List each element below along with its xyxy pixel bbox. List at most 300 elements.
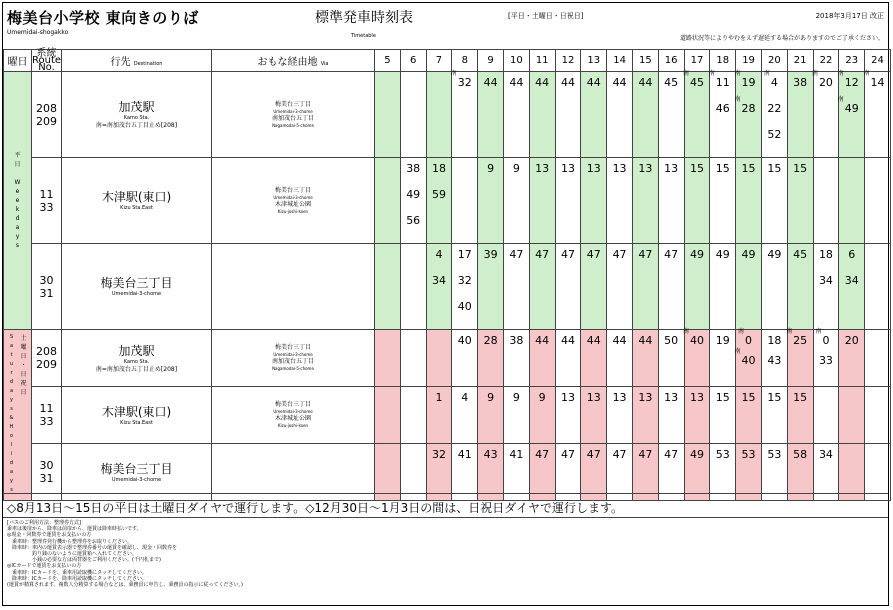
- hour-header: 22: [813, 50, 839, 72]
- departure-minute: [535, 76, 549, 102]
- destination: [62, 387, 212, 444]
- hour-cell: [632, 72, 658, 158]
- departure-minute: [561, 391, 575, 411]
- departure-minute: [708, 70, 730, 102]
- departure-minute-value: 46: [715, 102, 730, 115]
- hour-cell: [529, 330, 555, 387]
- hour-cell: [503, 72, 529, 158]
- departure-minute-value: 9: [512, 162, 520, 175]
- departure-minute-value: 32: [431, 448, 446, 461]
- departure-list: [659, 158, 684, 188]
- route-row: [4, 72, 891, 158]
- short-turn-mark: 南: [734, 70, 741, 77]
- route-number: [32, 244, 62, 330]
- hour-cell: [761, 244, 787, 330]
- departure-minute: [561, 334, 575, 354]
- departure-minute: [767, 334, 781, 354]
- route-number: [32, 387, 62, 444]
- hour-cell: [400, 158, 426, 244]
- departure-list: [788, 158, 813, 188]
- day-label-char: &: [9, 415, 14, 421]
- departure-minute: [664, 448, 678, 468]
- departure-list: [556, 72, 581, 102]
- day-label-char: o: [9, 433, 14, 439]
- hour-cell: [452, 330, 478, 387]
- route-number-value: 11: [39, 187, 54, 201]
- departure-list: [452, 72, 477, 102]
- departure-list: [556, 158, 581, 188]
- hour-cell: [684, 158, 710, 244]
- departure-minute-value: 32: [457, 76, 472, 89]
- hour-cell: [478, 158, 504, 244]
- hour-cell: [710, 387, 736, 444]
- departure-minute-value: 43: [767, 354, 782, 367]
- hour-cell: [581, 330, 607, 387]
- hour-cell: [865, 244, 891, 330]
- departure-minute-value: 22: [767, 102, 782, 115]
- departure-minute: [406, 188, 420, 214]
- departure-minute-value: 47: [612, 248, 627, 261]
- departure-minute-value: 49: [689, 248, 704, 261]
- hour-cell: [710, 444, 736, 501]
- departure-list: [633, 158, 658, 188]
- destination-note: 南=南加茂台五丁目止め[208]: [95, 122, 178, 129]
- departure-minute: [664, 334, 678, 354]
- hour-cell: [426, 244, 452, 330]
- departure-minute: [539, 391, 546, 411]
- day-label-char: d: [15, 215, 20, 222]
- departure-minute: [432, 448, 446, 468]
- departure-minute-value: 47: [535, 248, 550, 261]
- day-label-char: u: [9, 361, 14, 367]
- departure-minute: [461, 391, 468, 411]
- fare-info-line: 乗車時：ICカードを、乗車用読取機にタッチしてください。: [7, 569, 147, 576]
- via-stop-en: Nagamodai-5-chome: [272, 122, 314, 128]
- departure-minute-value: 13: [612, 162, 627, 175]
- departure-minute-value: 20: [818, 76, 833, 89]
- departure-minute-value: 58: [793, 448, 808, 461]
- departure-minute: [742, 391, 756, 411]
- departure-list: [682, 328, 710, 354]
- hour-cell: [529, 244, 555, 330]
- route-number-value: 208: [36, 345, 57, 358]
- stop-name: 梅美台小学校 東向きのりば: [7, 9, 199, 27]
- departure-list: [581, 387, 606, 411]
- departure-list: [762, 158, 787, 188]
- departure-minute: [742, 248, 756, 274]
- hour-cell: [736, 387, 762, 444]
- departure-minute: [767, 248, 781, 274]
- departure-minute: [509, 248, 523, 274]
- departure-minute-value: 45: [664, 76, 679, 89]
- departure-list: [401, 158, 426, 240]
- departure-minute: [638, 76, 652, 102]
- hour-cell: [529, 387, 555, 444]
- hour-cell: [478, 387, 504, 444]
- hour-cell: [865, 72, 891, 158]
- departure-minute-value: 13: [689, 391, 704, 404]
- hour-cell: [607, 387, 633, 444]
- departure-minute-value: 47: [612, 448, 627, 461]
- departure-list: [633, 387, 658, 411]
- day-label-char: W: [14, 179, 21, 186]
- departure-list: [452, 387, 477, 411]
- fare-info-line: 降車時：ICカードを、降車用読取機にタッチしてください。: [7, 575, 147, 582]
- hour-cell: [761, 444, 787, 501]
- route-row: [4, 244, 891, 330]
- departure-list: [788, 244, 813, 274]
- departure-list: [556, 444, 581, 468]
- departure-list: [633, 244, 658, 274]
- departure-minute: [819, 248, 833, 274]
- departure-minute: [513, 391, 520, 411]
- day-label-char: 日: [20, 353, 27, 360]
- departure-list: [581, 330, 606, 354]
- departure-list: [556, 244, 581, 274]
- departure-minute-value: 32: [457, 274, 472, 287]
- departure-minute-value: 40: [689, 334, 704, 347]
- via-stop-en: Kizu-joshi-koen: [277, 423, 309, 428]
- departure-minute: [664, 76, 678, 102]
- short-turn-mark: 南: [734, 348, 741, 355]
- departure-list: [736, 72, 761, 128]
- route-number-value: 208: [36, 101, 57, 115]
- departure-minute-value: 13: [638, 162, 653, 175]
- hour-cell: [813, 387, 839, 444]
- departure-minute-value: 9: [538, 391, 546, 404]
- departure-list: [427, 444, 452, 468]
- departure-minute: [793, 162, 807, 188]
- departure-minute-value: 4: [770, 76, 778, 89]
- departure-list: [710, 244, 735, 274]
- departure-list: [581, 72, 606, 102]
- hour-cell: [426, 72, 452, 158]
- hour-header: 5: [375, 50, 401, 72]
- departure-minute: [716, 334, 730, 354]
- departure-list: [530, 72, 555, 102]
- hour-header: 8: [452, 50, 478, 72]
- departure-list: [556, 387, 581, 411]
- hour-header: 6: [400, 50, 426, 72]
- departure-minute-value: 47: [664, 448, 679, 461]
- hour-header: 19: [736, 50, 762, 72]
- departure-minute: [458, 274, 472, 300]
- departure-list: [762, 244, 787, 274]
- day-label-char: t: [10, 352, 13, 358]
- departure-list: [530, 330, 555, 354]
- departure-list: [788, 444, 813, 468]
- departure-minute-value: 44: [509, 76, 524, 89]
- hour-cell: [813, 330, 839, 387]
- hour-header: 15: [632, 50, 658, 72]
- departure-list: [504, 387, 529, 411]
- route-number-value: 33: [39, 200, 54, 214]
- hour-cell: [426, 444, 452, 501]
- hour-cell: [813, 158, 839, 244]
- header-row: [4, 50, 891, 72]
- hour-cell: [400, 330, 426, 387]
- destination-jp: 木津駅(東口): [101, 190, 172, 204]
- via-stop-en: Nagamodai-5-chome: [272, 366, 314, 371]
- via-stop-jp: 木津城址公園: [274, 415, 311, 422]
- departure-minute: [716, 448, 730, 468]
- hour-header: 12: [555, 50, 581, 72]
- via-stop-en: Umemidai-3-chome: [273, 108, 313, 114]
- hour-cell: [529, 158, 555, 244]
- departure-list: [685, 444, 710, 468]
- hour-cell: [865, 444, 891, 501]
- delay-notice: 道路状況等によりやむをえず遅延する場合がありますのでご了承ください。: [679, 35, 884, 42]
- hour-cell: [452, 244, 478, 330]
- departure-minute-value: 13: [560, 162, 575, 175]
- departure-minute: [819, 274, 833, 300]
- departure-list: [427, 387, 452, 411]
- departure-minute-value: 47: [586, 248, 601, 261]
- destination-jp: 梅美台三丁目: [100, 461, 173, 476]
- day-label-char: s: [10, 406, 13, 412]
- departure-list: [607, 72, 632, 102]
- hour-cell: [503, 244, 529, 330]
- departure-list: [865, 72, 890, 102]
- departure-minute-value: 49: [844, 102, 859, 115]
- hour-cell: [839, 444, 865, 501]
- departure-minute: [767, 391, 781, 411]
- day-label-char: a: [15, 224, 20, 231]
- departure-list: [736, 387, 761, 411]
- departure-minute-value: 4: [435, 248, 443, 261]
- departure-list: [452, 244, 477, 326]
- departure-minute-value: 49: [767, 248, 782, 261]
- route-number: [32, 72, 62, 158]
- departure-minute: [690, 162, 704, 188]
- departure-minute: [863, 70, 885, 102]
- hour-cell: [400, 72, 426, 158]
- departure-minute-value: 18: [818, 248, 833, 261]
- short-turn-mark: 南: [815, 328, 822, 335]
- via-stop: [212, 401, 374, 415]
- departure-minute: [535, 248, 549, 274]
- hour-cell: [555, 387, 581, 444]
- departure-minute: [690, 248, 704, 274]
- departure-list: [530, 158, 555, 188]
- departure-list: [452, 444, 477, 468]
- departure-list: [427, 158, 452, 214]
- departure-minute: [763, 70, 778, 102]
- departure-minute: [716, 162, 730, 188]
- hour-cell: [632, 444, 658, 501]
- day-label-char: 平: [14, 152, 21, 159]
- hour-header: 18: [710, 50, 736, 72]
- departure-list: [762, 444, 787, 468]
- via-stop: [212, 115, 374, 129]
- hour-cell: [426, 158, 452, 244]
- departure-minute: [819, 448, 833, 468]
- departure-minute-value: 0: [822, 334, 830, 347]
- hour-cell: [632, 244, 658, 330]
- departure-minute: [406, 214, 420, 240]
- departure-minute: [716, 102, 730, 128]
- departure-minute: [690, 448, 704, 468]
- departure-minute: [742, 448, 756, 468]
- departure-minute: [638, 162, 652, 188]
- hour-cell: [529, 72, 555, 158]
- hour-cell: [658, 72, 684, 158]
- day-label-vertical: [18, 334, 30, 496]
- departure-minute: [458, 248, 472, 274]
- hour-cell: [375, 158, 401, 244]
- route-number-value: 30: [39, 459, 54, 472]
- departure-list: [762, 387, 787, 411]
- hour-cell: [555, 158, 581, 244]
- departure-minute-value: 11: [715, 76, 730, 89]
- departure-minute-value: 44: [586, 76, 601, 89]
- col-via: [212, 50, 375, 72]
- departure-list: [530, 244, 555, 274]
- departure-minute: [587, 391, 601, 411]
- hour-cell: [529, 444, 555, 501]
- destination-jp: 梅美台三丁目: [100, 276, 173, 290]
- departure-minute: [484, 248, 498, 274]
- hour-header: 11: [529, 50, 555, 72]
- departure-minute-value: 49: [741, 248, 756, 261]
- route-number: [32, 330, 62, 387]
- route-row: [4, 444, 891, 501]
- hour-cell: [865, 158, 891, 244]
- departure-minute-value: 44: [638, 76, 653, 89]
- departure-minute-value: 15: [741, 162, 756, 175]
- departure-minute-value: 47: [586, 448, 601, 461]
- departure-minute-value: 45: [793, 248, 808, 261]
- departure-minute: [484, 448, 498, 468]
- departure-minute: [613, 76, 627, 102]
- departure-list: [427, 244, 452, 300]
- via-stop: [212, 358, 374, 372]
- departure-list: [710, 444, 735, 468]
- departure-minute: [682, 328, 704, 354]
- day-label-char: H: [9, 424, 14, 430]
- departure-minute: [435, 391, 442, 411]
- departure-list: [504, 330, 529, 354]
- departure-minute: [742, 162, 756, 188]
- departure-minute-value: 44: [638, 334, 653, 347]
- departure-minute: [767, 128, 781, 154]
- hour-cell: [839, 158, 865, 244]
- day-label-char: l: [10, 442, 13, 448]
- departure-minute-value: 47: [560, 248, 575, 261]
- departure-minute-value: 15: [741, 391, 756, 404]
- hour-cell: [375, 72, 401, 158]
- departure-minute-value: 13: [664, 162, 679, 175]
- departure-minute: [664, 391, 678, 411]
- departure-minute-value: 14: [870, 76, 885, 89]
- departure-list: [607, 244, 632, 274]
- stop-name-roman: Umemidai-shogakko: [7, 29, 69, 36]
- departure-list: [504, 158, 529, 188]
- hour-cell: [787, 72, 813, 158]
- hour-cell: [555, 444, 581, 501]
- route-row: [4, 330, 891, 387]
- destination-jp: 木津駅(東口): [101, 404, 172, 419]
- via-stop: [212, 415, 374, 429]
- hour-header: 14: [607, 50, 633, 72]
- departure-minute: [458, 334, 472, 354]
- departure-minute-value: 53: [767, 448, 782, 461]
- departure-list: [581, 444, 606, 468]
- day-label-char: a: [9, 388, 14, 394]
- departure-minute-value: 47: [664, 248, 679, 261]
- short-turn-mark: 南: [734, 96, 741, 103]
- departure-minute: [638, 448, 652, 468]
- hour-cell: [478, 244, 504, 330]
- hour-cell: [478, 72, 504, 158]
- departure-minute-value: 53: [715, 448, 730, 461]
- departure-list: [607, 330, 632, 354]
- day-label-char: k: [15, 206, 20, 213]
- destination: [62, 330, 212, 387]
- day-label-char: y: [15, 233, 20, 240]
- departure-list: [530, 387, 555, 411]
- departure-list: [478, 244, 503, 274]
- departure-list: [685, 387, 710, 411]
- departure-minute-value: 13: [638, 391, 653, 404]
- departure-minute: [435, 248, 442, 274]
- hour-cell: [839, 72, 865, 158]
- via-stop-en: Umemidai-3-chome: [273, 409, 313, 414]
- departure-minute-value: 41: [457, 448, 472, 461]
- departure-minute-value: 38: [406, 162, 421, 175]
- departure-minute-value: 15: [715, 162, 730, 175]
- departure-list: [581, 158, 606, 188]
- via-stop-jp: 南加茂台五丁目: [271, 358, 314, 365]
- departure-minute-value: 44: [612, 76, 627, 89]
- fare-information: [3, 517, 888, 606]
- departure-minute-value: 6: [848, 248, 856, 261]
- departure-minute: [450, 70, 472, 102]
- departure-list: [736, 444, 761, 468]
- departure-minute: [613, 248, 627, 274]
- hour-cell: [375, 244, 401, 330]
- departure-list: [685, 244, 710, 274]
- via-stop: [212, 201, 374, 215]
- fare-info-line: 乗車時：整理券発行機から整理券をお取りください。: [7, 538, 133, 545]
- hour-cell: [684, 330, 710, 387]
- departure-minute-value: 47: [560, 448, 575, 461]
- destination-en: Kamo Sta.: [123, 115, 150, 121]
- day-label-char: s: [15, 242, 20, 249]
- departure-list: [633, 72, 658, 102]
- departure-list: [814, 330, 839, 374]
- short-turn-mark: 南: [450, 70, 457, 77]
- hour-header: 10: [503, 50, 529, 72]
- departure-list: [607, 387, 632, 411]
- departure-list: [710, 72, 735, 128]
- hour-cell: [452, 158, 478, 244]
- departure-list: [736, 330, 761, 374]
- departure-minute-value: 15: [767, 391, 782, 404]
- departure-minute-value: 9: [487, 162, 495, 175]
- hour-cell: [555, 330, 581, 387]
- departure-list: [788, 72, 813, 102]
- departure-minute-value: 34: [818, 274, 833, 287]
- hour-cell: [581, 444, 607, 501]
- col-via-en: Via: [320, 61, 329, 67]
- hour-cell: [400, 244, 426, 330]
- departure-minute-value: 12: [844, 76, 859, 89]
- hour-cell: [426, 330, 452, 387]
- departure-minute-value: 44: [560, 334, 575, 347]
- departure-minute: [587, 448, 601, 468]
- day-label-char: 土: [20, 335, 27, 342]
